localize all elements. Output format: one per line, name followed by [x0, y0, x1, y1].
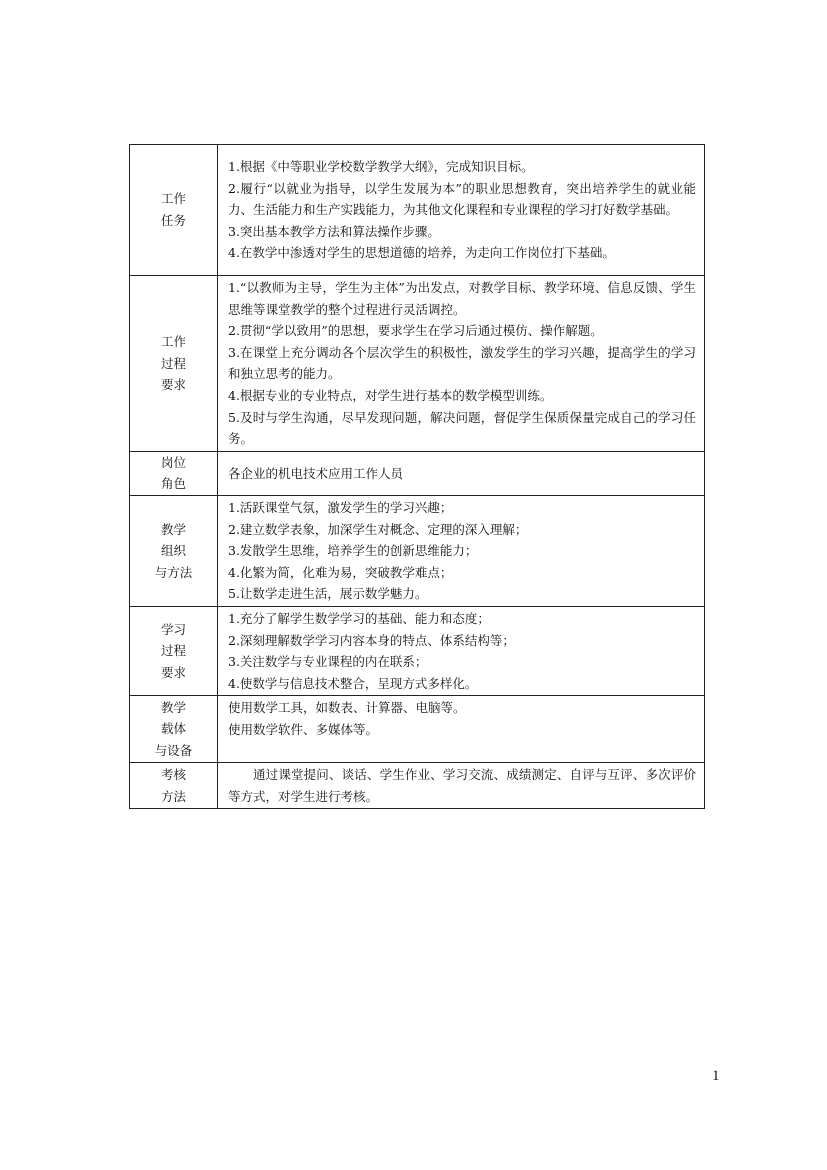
row-label-line: 与方法 [154, 564, 193, 580]
list-item: 2.深刻理解数学学习内容本身的特点、体系结构等； [228, 632, 515, 648]
row-label-line: 方法 [160, 788, 186, 804]
row-content-cell [218, 145, 705, 276]
row-content-cell [218, 276, 705, 452]
table-row [130, 606, 705, 695]
list-item: 5.及时与学生沟通，尽早发现问题，解决问题，督促学生保质保量完成自己的学习任务。 [228, 409, 696, 447]
list-item: 1.“以教师为主导，学生为主体”为出发点，对教学目标、教学环境、信息反馈、学生思维等课堂教学的整个过程进行灵活调控。 [228, 280, 696, 317]
table-row [130, 495, 705, 606]
row-label-line: 与设备 [154, 743, 193, 759]
row-label-line: 学习 [160, 621, 186, 637]
row-label-line: 角色 [160, 476, 186, 492]
row-label-line: 任务 [160, 213, 186, 228]
row-label-line: 教学 [160, 521, 186, 537]
row-label-cell [130, 276, 218, 452]
list-item: 3.在课堂上充分调动各个层次学生的积极性，激发学生的学习兴趣，提高学生的学习和独立思考的能力。 [228, 344, 696, 382]
list-item: 4.在教学中渗透对学生的思想道德的培养，为走向工作岗位打下基础。 [228, 245, 615, 261]
table-row [130, 696, 705, 763]
row-label-cell [130, 495, 218, 606]
row-content-cell [218, 763, 705, 809]
list-item: 2.贯彻“学以致用”的思想，要求学生在学习后通过模仿、操作解题。 [228, 323, 603, 339]
row-content-cell [218, 606, 705, 695]
row-content-cell [218, 696, 705, 763]
table-row [130, 763, 705, 809]
list-item: 4.根据专业的专业特点，对学生进行基本的数学模型训练。 [228, 387, 553, 403]
row-content-cell [218, 451, 705, 495]
list-item: 通过课堂提问、谈话、学生作业、学习交流、成绩测定、自评与互评、多次评价等方式，对学生进行考核。 [228, 767, 696, 804]
list-item: 4.化繁为简，化难为易，突破教学难点； [228, 564, 453, 580]
list-item: 3.突出基本教学方法和算法操作步骤。 [228, 223, 440, 239]
table-row [130, 276, 705, 452]
list-item: 各企业的机电技术应用工作人员 [228, 465, 404, 481]
row-label-line: 考核 [160, 767, 186, 783]
list-item: 5.让数学走进生活，展示数学魅力。 [228, 586, 428, 602]
table-row [130, 451, 705, 495]
row-label-line: 要求 [160, 664, 186, 680]
row-content-cell [218, 495, 705, 606]
list-item: 4.使数学与信息技术整合，呈现方式多样化。 [228, 675, 478, 691]
list-item: 1.根据《中等职业学校数学教学大纲》，完成知识目标。 [228, 159, 534, 175]
list-item: 2.建立数学表象，加深学生对概念、定理的深入理解； [228, 521, 528, 537]
row-label-line: 教学 [160, 699, 186, 715]
row-label-line: 组织 [160, 543, 186, 559]
page-number: 1 [712, 1068, 720, 1084]
row-label-cell [130, 763, 218, 809]
list-item: 2.履行“以就业为指导，以学生发展为本”的职业思想教育，突出培养学生的就业能力、生活能力和生产实践能力，为其他文化课程和专业课程的学习打好数学基础。 [228, 180, 696, 218]
row-label-line: 要求 [160, 377, 186, 393]
list-item: 1.活跃课堂气氛，激发学生的学习兴趣； [228, 499, 453, 515]
row-label-cell [130, 696, 218, 763]
table-row [130, 145, 705, 276]
row-label-line: 岗位 [160, 454, 186, 470]
list-item: 使用数学工具，如数表、计算器、电脑等。 [228, 700, 466, 716]
list-item: 3.发散学生思维，培养学生的创新思维能力； [228, 543, 478, 559]
list-item: 3.关注数学与专业课程的内在联系； [228, 654, 428, 670]
row-label-line: 工作 [160, 333, 186, 349]
row-label-cell [130, 451, 218, 495]
row-label-cell [130, 606, 218, 695]
row-label-line: 工作 [160, 191, 186, 207]
row-label-cell [130, 145, 218, 276]
course-info-table [129, 144, 705, 809]
list-item: 使用数学软件、多媒体等。 [228, 721, 379, 737]
list-item: 1.充分了解学生数学学习的基础、能力和态度； [228, 610, 490, 626]
row-label-line: 载体 [160, 721, 186, 737]
row-label-line: 过程 [160, 355, 186, 371]
row-label-line: 过程 [160, 643, 186, 659]
